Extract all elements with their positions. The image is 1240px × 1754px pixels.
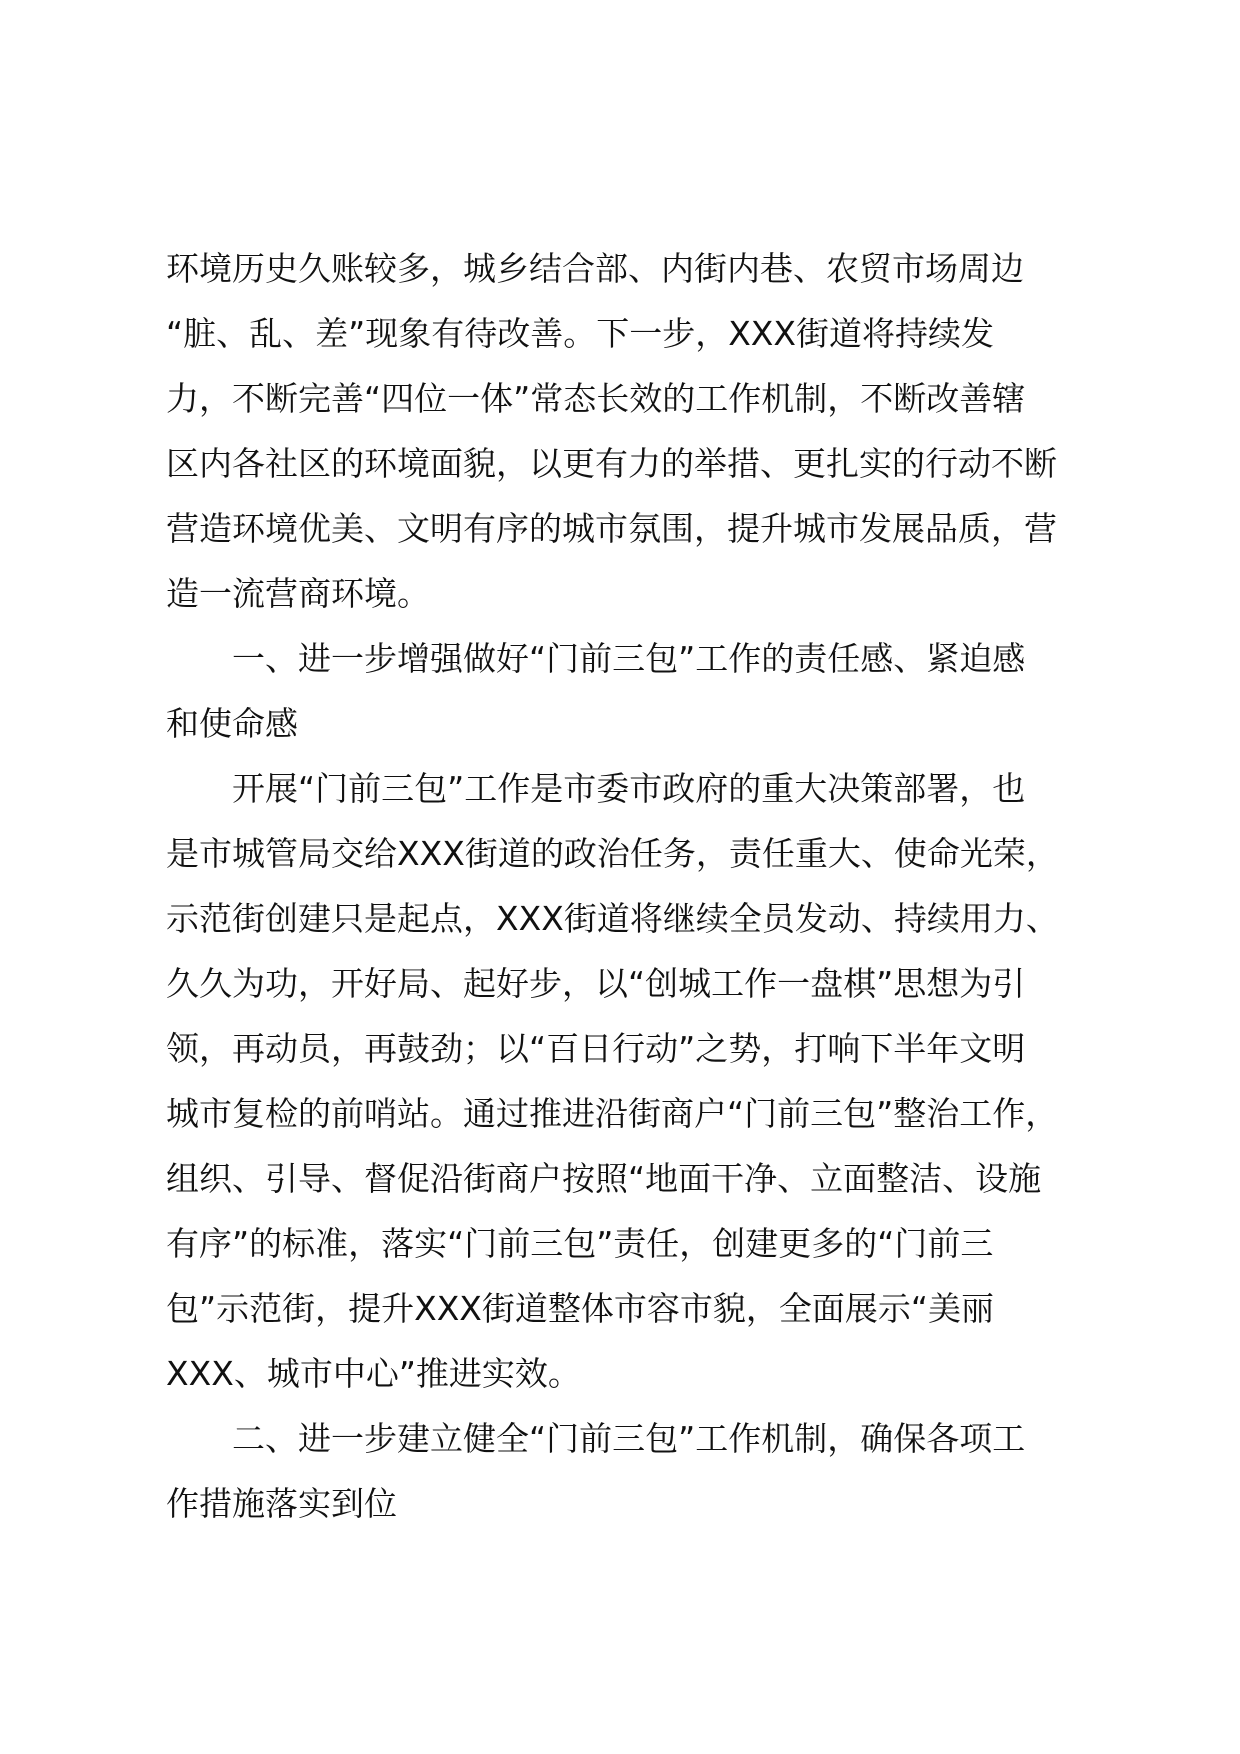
text-line: 环境历史久账较多，城乡结合部、内街内巷、农贸市场周边 — [166, 249, 1024, 288]
text-line: 包”示范街，提升XXX街道整体市容市貌，全面展示“美丽 — [166, 1289, 995, 1328]
text-line: “脏、乱、差”现象有待改善。下一步，XXX街道将持续发 — [166, 314, 995, 353]
section-heading-1-line: 和使命感 — [166, 704, 298, 743]
text-line: 区内各社区的环境面貌，以更有力的举措、更扎实的行动不断 — [166, 444, 1057, 483]
body-text — [166, 236, 1086, 1536]
text-line: 有序”的标准，落实“门前三包”责任，创建更多的“门前三 — [166, 1224, 994, 1263]
text-line: 示范街创建只是起点，XXX街道将继续全员发动、持续用力、 — [166, 899, 1059, 938]
section-heading-1-line: 一、进一步增强做好“门前三包”工作的责任感、紧迫感 — [232, 639, 1026, 678]
text-line: 开展“门前三包”工作是市委市政府的重大决策部署，也 — [232, 769, 1026, 808]
text-line: 造一流营商环境。 — [166, 574, 430, 613]
text-line: XXX、城市中心”推进实效。 — [166, 1354, 581, 1393]
text-line: 城市复检的前哨站。通过推进沿街商户“门前三包”整治工作， — [166, 1094, 1059, 1133]
text-line: 力，不断完善“四位一体”常态长效的工作机制，不断改善辖 — [166, 379, 1026, 418]
text-line: 是市城管局交给XXX街道的政治任务，责任重大、使命光荣， — [166, 834, 1059, 873]
section-heading-2-line: 二、进一步建立健全“门前三包”工作机制，确保各项工 — [232, 1419, 1026, 1458]
text-line: 组织、引导、督促沿街商户按照“地面干净、立面整洁、设施 — [166, 1159, 1042, 1198]
section-heading-2-line: 作措施落实到位 — [166, 1484, 397, 1523]
text-line: 营造环境优美、文明有序的城市氛围，提升城市发展品质，营 — [166, 509, 1057, 548]
text-line: 领，再动员，再鼓劲；以“百日行动”之势，打响下半年文明 — [166, 1029, 1026, 1068]
text-line: 久久为功，开好局、起好步，以“创城工作一盘棋”思想为引 — [166, 964, 1026, 1003]
